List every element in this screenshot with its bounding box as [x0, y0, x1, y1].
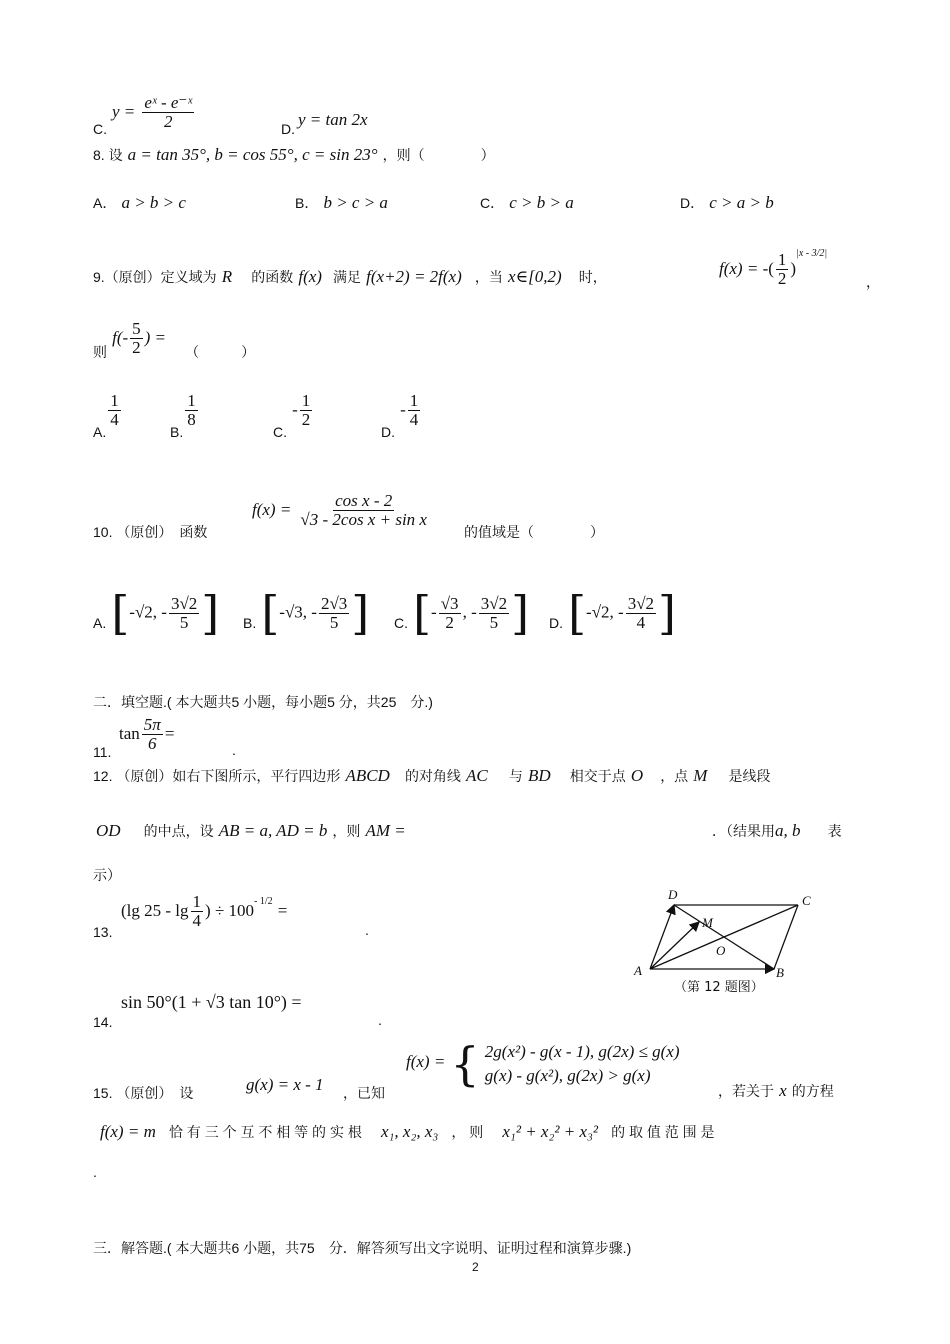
frac-den: 5	[489, 612, 499, 632]
frac-num: 3√2	[627, 593, 655, 613]
frac-num: √3	[440, 593, 459, 613]
option-frac	[479, 595, 509, 632]
q15-g: g(x) = x - 1	[246, 1075, 324, 1094]
q12-t3: 与	[508, 768, 523, 784]
frac-den: 4	[110, 409, 119, 429]
q10-option-b: B. [-√3, - $\frac{2√3}{5}$ ]	[243, 586, 370, 640]
q9-t1: 的函数	[251, 269, 294, 285]
q8-suffix: ，则（ ）	[382, 147, 495, 163]
question-12-line1	[93, 766, 771, 786]
q9-fx: f(x)	[298, 267, 322, 286]
option-label: B.	[243, 614, 257, 631]
q15-x: x	[779, 1081, 787, 1100]
option-sign: -	[431, 602, 437, 622]
q8-option-b	[295, 193, 388, 213]
option-frac	[185, 392, 198, 429]
option-expr: a > b > c	[121, 193, 186, 212]
frac-den: 5	[329, 612, 339, 632]
frac-den: 5	[179, 612, 189, 632]
q9-option-a	[93, 391, 123, 440]
q14-expr: sin 50°(1 + √3 tan 10°) =	[121, 992, 302, 1012]
option-left: -√3, -	[279, 602, 317, 622]
option-label: C．	[480, 195, 505, 211]
diag-bd	[674, 905, 774, 969]
q9-t3: ，当	[474, 269, 503, 285]
frac-den: 4	[192, 910, 202, 930]
q15-cases	[485, 1040, 680, 1088]
q13-dot: .	[365, 922, 369, 938]
q12-t8: ，则	[332, 823, 361, 839]
option-expr: c > b > a	[509, 193, 574, 212]
frac-num: 5π	[143, 715, 161, 734]
q12-t4: 相交于点	[569, 768, 626, 784]
option-label: D.	[381, 423, 395, 440]
option-label: D.	[549, 614, 563, 631]
option-label: A.	[93, 423, 107, 440]
label-b: B	[776, 965, 784, 980]
option-label: C.	[394, 614, 408, 631]
q15-line2	[100, 1122, 715, 1142]
q12-bd: BD	[527, 766, 551, 785]
vector-am	[650, 922, 699, 969]
q10-frac	[298, 492, 429, 529]
q9-def-lhs: f(x) = -	[719, 259, 769, 278]
option-label: B．	[295, 195, 319, 211]
q11-eq: =	[164, 723, 175, 743]
frac-den: 2	[777, 269, 787, 288]
frac-den: 6	[148, 733, 157, 753]
question-8-stem	[93, 145, 495, 165]
q15-eqn: f(x) = m	[100, 1122, 156, 1141]
q15-roots: x₁, x₂, x₃	[380, 1122, 439, 1141]
q15-piecewise	[406, 1037, 680, 1091]
q13-label: 13.	[93, 924, 113, 940]
option-sign: -	[292, 399, 298, 419]
frac-num: 1	[301, 391, 311, 410]
question-9-stem	[93, 267, 607, 287]
option-sign: -	[400, 399, 406, 419]
frac-den: 8	[187, 409, 196, 429]
q12-abcd: ABCD	[345, 766, 390, 785]
option-prev-c-expr	[112, 94, 196, 131]
q11-frac	[142, 716, 163, 753]
q10-suffix: 的值域是（ ）	[464, 524, 604, 540]
option-prev-c-label: C.	[93, 121, 107, 137]
q9-R: R	[221, 267, 233, 286]
q15-sum: x₁² + x₂² + x₃²	[502, 1122, 598, 1141]
q11-dot: .	[232, 742, 236, 758]
option-prev-d-expr: y = tan 2x	[298, 110, 368, 129]
edge-ad	[650, 905, 674, 969]
q15-case-1: 2g(x²) - g(x - 1), g(2x) ≤ g(x)	[484, 1042, 680, 1061]
option-frac	[319, 595, 349, 632]
q8-option-c	[480, 193, 574, 213]
q12-o: O	[630, 766, 644, 785]
q10-lhs: f(x) =	[252, 499, 292, 519]
option-label: C.	[273, 423, 287, 440]
q15-f-lhs: f(x) =	[406, 1051, 446, 1071]
frac-den: 2	[132, 337, 141, 357]
frac-num: 1	[187, 391, 196, 410]
frac-den: 2	[445, 612, 454, 632]
frac-num: 1	[192, 892, 202, 911]
frac-num: 2√3	[320, 593, 348, 613]
q15-dot: .	[93, 1164, 97, 1180]
q9-t2: 满足	[333, 269, 362, 285]
option-label: A.	[93, 614, 107, 631]
q15-t3: 的方程	[791, 1083, 834, 1099]
frac-den: √3 - 2cos x + sin x	[300, 509, 427, 529]
q9-option-d	[381, 391, 422, 440]
page-number: 2	[472, 1260, 479, 1274]
q10-option-d: D. [-√2, - $\frac{3√2}{4}$ ]	[549, 586, 676, 640]
q12-defs: AB = a, AD = b	[218, 821, 328, 840]
label-m: M	[702, 915, 713, 930]
q9-ask-lhs: f(-	[112, 327, 129, 347]
frac-num: 1	[409, 391, 419, 410]
q14-label: 14.	[93, 1014, 113, 1030]
q9-def-exponent: |x - 3/2|	[796, 248, 828, 259]
q15-t6: 的 取 值 范 围 是	[611, 1124, 715, 1140]
frac-den: 4	[636, 612, 646, 632]
label-o: O	[716, 943, 726, 958]
option-label: D．	[680, 195, 705, 211]
option-left: -√2, -	[129, 602, 167, 622]
option-expr: c > a > b	[709, 193, 774, 212]
q13-post: ) ÷ 100	[205, 900, 255, 920]
q12-ab: a, b	[775, 821, 801, 840]
q11-expr	[119, 716, 174, 753]
option-frac	[300, 392, 313, 429]
q12-line3: 示）	[93, 867, 121, 883]
q15-line1-right	[718, 1081, 834, 1101]
q9-option-b	[170, 391, 200, 440]
option-prev-d-label: D.	[281, 121, 295, 137]
q12-t1: 12. （原创）如右下图所示，平行四边形	[93, 768, 341, 784]
q9-option-c	[273, 391, 314, 440]
frac-num: 5	[132, 319, 141, 338]
edge-bc	[774, 905, 798, 969]
q9-comma: ，	[866, 274, 880, 290]
q15-t1: ，已知	[343, 1085, 385, 1101]
q12-t6: 是线段	[728, 768, 771, 784]
q12-t2: 的对角线	[404, 768, 461, 784]
frac-num: 1	[777, 250, 787, 270]
label-c: C	[802, 893, 811, 908]
q13-eq: =	[277, 900, 288, 920]
q9-prefix: 9.（原创）定义域为	[93, 269, 217, 285]
q15-t5: ， 则	[451, 1124, 484, 1140]
q9-ask-prefix: 则	[93, 343, 107, 360]
q12-t7: 的中点，设	[143, 823, 214, 839]
q10-option-a: A. [-√2, - $\frac{3√2}{5}$ ]	[93, 586, 220, 640]
figure-caption: （第 12 题图）	[674, 980, 764, 995]
frac-den: 4	[409, 409, 419, 429]
q15-brace: {	[450, 1037, 480, 1091]
question-12-line2-right	[712, 821, 842, 841]
q12-t10: 表	[827, 823, 842, 839]
q9-ask	[93, 319, 256, 360]
q13-pre: (lg 25 - lg	[121, 900, 189, 920]
q9-domain: x∈[0,2)	[507, 267, 562, 286]
q15-t2: ，若关于	[718, 1083, 774, 1099]
option-label: A．	[93, 195, 117, 211]
q15-t4: 恰 有 三 个 互 不 相 等 的 实 根	[168, 1124, 362, 1140]
q13-frac	[191, 893, 204, 930]
section-3-heading: 三．解答题.( 本大题共6 小题，共75 分．解答须写出文字说明、证明过程和演算步骤.)	[93, 1240, 632, 1256]
q11-label: 11.	[93, 744, 112, 760]
q9-definition: f(x) = -( $\frac{1}{2}$ )$^{|x - 3/2|}$	[719, 248, 828, 288]
q15-label: 15. （原创） 设	[93, 1085, 194, 1101]
q9-ask-rhs: ) =	[144, 327, 167, 347]
option-prev-c-frac	[142, 94, 194, 131]
frac-den: 2	[164, 111, 173, 131]
q11-tan: tan	[119, 723, 140, 743]
option-frac-left	[439, 595, 461, 632]
option-label: B.	[170, 423, 184, 440]
label-a: A	[634, 963, 642, 978]
q13-expr	[121, 893, 287, 930]
q9-t4: 时，	[578, 269, 607, 285]
q8-expr: a = tan 35°, b = cos 55°, c = sin 23°	[127, 145, 378, 164]
q12-od: OD	[96, 821, 121, 840]
frac-den: 2	[301, 409, 311, 429]
q8-option-a	[93, 193, 186, 213]
q8-option-d	[680, 193, 774, 213]
q12-parallelogram-figure	[630, 885, 830, 995]
q12-t9: ．（结果用	[712, 823, 775, 839]
frac-num: 1	[110, 391, 119, 410]
question-12-line2	[96, 821, 406, 841]
option-prev-c-lhs: y =	[112, 101, 136, 121]
option-frac	[169, 595, 199, 632]
q14-dot: .	[378, 1012, 382, 1028]
frac-num: 3√2	[480, 593, 508, 613]
q13-exponent: - 1/2	[254, 895, 273, 907]
frac-num: cos x - 2	[335, 491, 393, 510]
q12-ac: AC	[466, 766, 488, 785]
option-frac	[626, 595, 656, 632]
q9-relation: f(x+2) = 2f(x)	[366, 267, 462, 286]
option-frac	[108, 392, 121, 429]
q8-prefix: 8. 设	[93, 147, 123, 163]
option-frac	[408, 392, 421, 429]
option-expr: b > c > a	[323, 193, 388, 212]
q12-am: AM =	[365, 821, 406, 840]
frac-num: eˣ - e⁻ˣ	[144, 93, 193, 112]
q15-case-2: g(x) - g(x²), g(2x) > g(x)	[484, 1066, 651, 1085]
q12-m: M	[693, 766, 708, 785]
q12-t5: ，点	[660, 768, 689, 784]
q9-ask-paren: （ ）	[185, 343, 256, 360]
option-sep: , -	[462, 602, 477, 622]
q10-function	[252, 492, 431, 529]
option-left: -√2, -	[586, 602, 624, 622]
label-d: D	[668, 887, 678, 902]
section-2-heading: 二．填空题.( 本大题共5 小题，每小题5 分，共25 分.)	[93, 694, 433, 710]
frac-num: 3√2	[170, 593, 198, 613]
q9-ask-frac	[130, 320, 143, 357]
q9-def-base	[776, 251, 789, 288]
q10-prefix: 10. （原创） 函数	[93, 524, 208, 540]
q10-option-c: C. [- $\frac{√3}{2}$ , - $\frac{3√2}{5}$ ]	[394, 586, 530, 640]
